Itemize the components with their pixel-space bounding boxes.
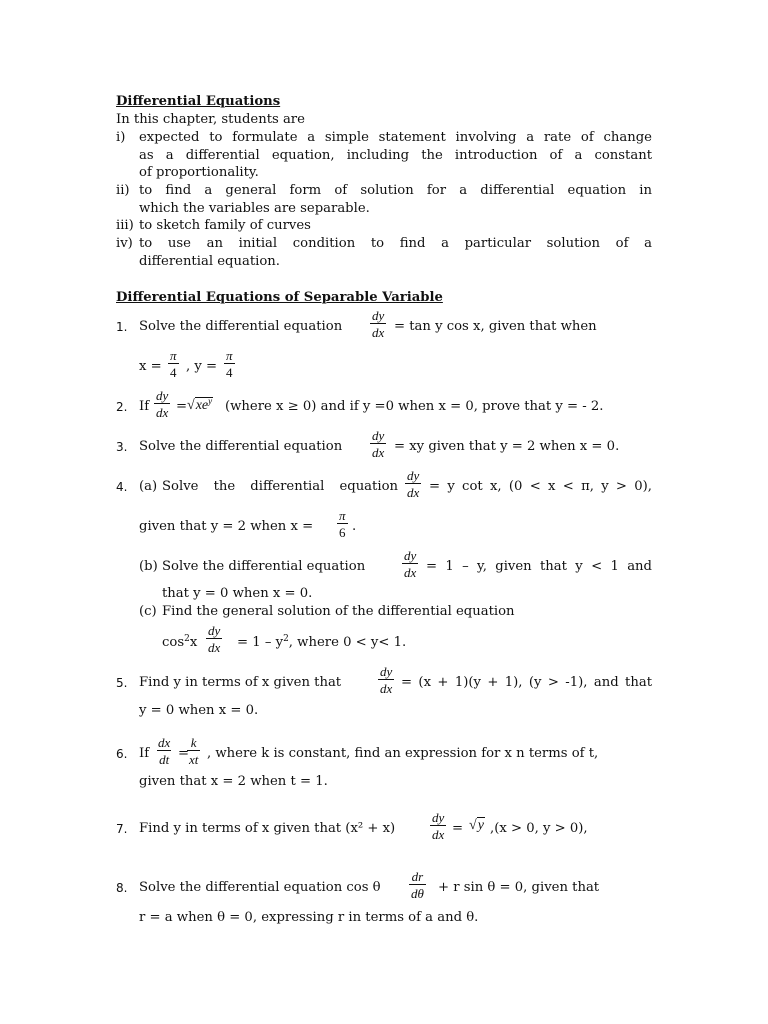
- derivative-fraction: $\frac{dy}{dx}$: [432, 810, 445, 842]
- square-root-expression: √y: [469, 818, 484, 833]
- question-text: $\cos^2x$: [162, 634, 198, 650]
- question-text: Solve the differential equation: [139, 439, 343, 454]
- question-text: Find y in terms of x given that: [139, 675, 342, 690]
- derivative-fraction: $\frac{dy}{dx}$: [208, 623, 221, 655]
- intro-text: In this chapter, students are: [116, 112, 305, 127]
- objective-line: as a differential equation, including the introduction of a constant: [139, 148, 652, 163]
- pi-over-six-fraction: $\frac{\pi}{6}$: [339, 508, 346, 540]
- derivative-fraction: $\frac{dr}{d\theta}$: [411, 869, 424, 901]
- question-text: , where k is constant, find an expression for x n terms of t,: [207, 746, 599, 761]
- question-text: Solve the differential equation: [162, 559, 366, 574]
- page-title: Differential Equations: [116, 94, 281, 109]
- question-text: , y =: [186, 359, 218, 374]
- objective-line: which the variables are separable.: [139, 201, 370, 216]
- part-label: (c): [139, 604, 157, 619]
- question-number: 2.: [116, 400, 128, 414]
- derivative-fraction: $\frac{dy}{dx}$: [372, 308, 385, 340]
- equals-sign: =: [178, 746, 190, 761]
- question-text: If: [139, 746, 150, 761]
- question-text: Solve the differential equation cos θ: [139, 880, 381, 895]
- question-text: Find y in terms of x given that (x² + x): [139, 821, 396, 836]
- question-text: = 1 – y, given that y < 1 and: [426, 559, 652, 574]
- derivative-fraction: $\frac{dy}{dx}$: [156, 388, 169, 420]
- equals-sign: =: [176, 399, 188, 414]
- equals-sign: =: [452, 821, 464, 836]
- objective-line: to find a general form of solution for a differential equation in: [139, 183, 652, 198]
- question-number: 3.: [116, 440, 128, 454]
- question-number: 6.: [116, 747, 128, 761]
- question-text: ,(x > 0, y > 0),: [490, 821, 588, 836]
- part-label: (b): [139, 559, 158, 574]
- objective-line: differential equation.: [139, 254, 280, 269]
- question-number: 4.: [116, 480, 128, 494]
- section-title: Differential Equations of Separable Variable: [116, 290, 443, 305]
- question-text: y = 0 when x = 0.: [139, 703, 259, 718]
- question-text: given that x = 2 when t = 1.: [139, 774, 328, 789]
- square-root-expression: $√xe^y$: [187, 396, 213, 413]
- question-text: that y = 0 when x = 0.: [162, 586, 313, 601]
- question-text: (where x ≥ 0) and if y =0 when x = 0, prove that y = - 2.: [225, 399, 604, 414]
- k-over-xt-fraction: $\frac{k}{xt}$: [189, 735, 199, 767]
- question-number: 5.: [116, 676, 128, 690]
- question-text: = (x + 1)(y + 1), (y > -1), and that: [401, 675, 652, 690]
- question-text: = y cot x, (0 < x < π, y > 0),: [429, 479, 652, 494]
- pi-over-four-fraction: $\frac{\pi}{4}$: [170, 348, 177, 380]
- question-text: Solve the differential equation: [162, 479, 398, 494]
- part-label: (a): [139, 479, 158, 494]
- question-text: r = a when θ = 0, expressing r in terms of a and θ.: [139, 910, 479, 925]
- question-text: = $1 - y^2$, where 0 < y< 1.: [237, 634, 407, 650]
- objective-line: to sketch family of curves: [139, 218, 311, 233]
- derivative-fraction: $\frac{dy}{dx}$: [407, 468, 420, 500]
- question-text: = tan y cos x, given that when: [394, 319, 597, 334]
- objective-marker: ii): [116, 183, 130, 198]
- objective-marker: i): [116, 130, 126, 145]
- question-number: 1.: [116, 320, 128, 334]
- question-text: Find the general solution of the differential equation: [162, 604, 515, 619]
- question-text: If: [139, 399, 150, 414]
- question-text: + r sin θ = 0, given that: [438, 880, 600, 895]
- question-text: given that y = 2 when x =: [139, 519, 314, 534]
- question-text: .: [352, 519, 357, 534]
- question-number: 8.: [116, 881, 128, 895]
- question-text: x =: [139, 359, 162, 374]
- question-text: = xy given that y = 2 when x = 0.: [394, 439, 620, 454]
- objective-line: to use an initial condition to find a particular solution of a: [139, 236, 652, 251]
- objective-line: of proportionality.: [139, 165, 259, 180]
- question-number: 7.: [116, 822, 128, 836]
- question-text: Solve the differential equation: [139, 319, 343, 334]
- derivative-fraction: $\frac{dy}{dx}$: [372, 428, 385, 460]
- objective-marker: iv): [116, 236, 133, 251]
- objective-marker: iii): [116, 218, 134, 233]
- objective-line: expected to formulate a simple statement involving a rate of change: [139, 130, 652, 145]
- derivative-fraction: $\frac{dx}{dt}$: [158, 735, 171, 767]
- pi-over-four-fraction: $\frac{\pi}{4}$: [226, 348, 233, 380]
- derivative-fraction: $\frac{dy}{dx}$: [380, 664, 393, 696]
- derivative-fraction: $\frac{dy}{dx}$: [404, 548, 417, 580]
